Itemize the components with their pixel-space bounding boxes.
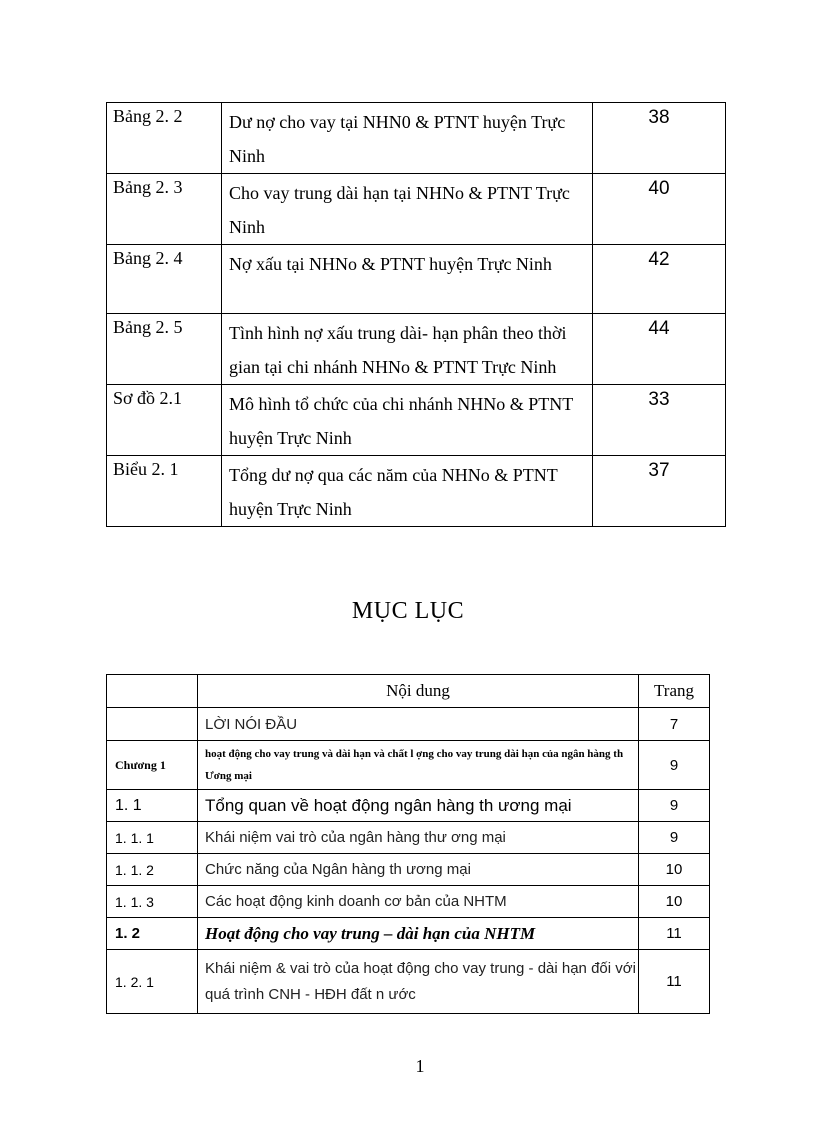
toc-key: 1. 1. 1: [107, 822, 198, 854]
table-row: [107, 314, 726, 385]
toc-title: LỜI NÓI ĐẦU: [198, 708, 639, 741]
figure-page: 38: [593, 103, 726, 174]
toc-header-title: Nội dung: [198, 675, 639, 708]
toc-title: Khái niệm vai trò của ngân hàng thư ơng mại: [198, 822, 639, 854]
table-row: [107, 822, 710, 854]
toc-page: 9: [639, 790, 710, 822]
table-row: [107, 950, 710, 1014]
toc-key: 1. 1. 3: [107, 886, 198, 918]
table-row: [107, 918, 710, 950]
table-row: [107, 886, 710, 918]
table-row: [107, 385, 726, 456]
table-row: [107, 790, 710, 822]
figure-page: 42: [593, 245, 726, 314]
toc-key: Chương 1: [107, 741, 198, 790]
figure-label: Sơ đồ 2.1: [107, 385, 222, 456]
table-row: [107, 174, 726, 245]
figure-title: Tổng dư nợ qua các năm của NHNo & PTNT huyện Trực Ninh: [222, 456, 593, 527]
toc-title: Khái niệm & vai trò của hoạt động cho vay trung - dài hạn đối với quá trình CNH - HĐH đất n ước: [198, 950, 639, 1014]
table-row: [107, 103, 726, 174]
toc-page: 11: [639, 950, 710, 1014]
figures-table: [106, 102, 726, 527]
toc-title: Hoạt động cho vay trung – dài hạn của NHTM: [198, 918, 639, 950]
toc-page: 10: [639, 886, 710, 918]
figure-page: 44: [593, 314, 726, 385]
toc-page: 9: [639, 822, 710, 854]
toc-key: [107, 708, 198, 741]
figure-title: Dư nợ cho vay tại NHN0 & PTNT huyện Trực Ninh: [222, 103, 593, 174]
toc-title: Chức năng của Ngân hàng th ương mại: [198, 854, 639, 886]
toc-header-key: [107, 675, 198, 708]
figure-label: Bảng 2. 5: [107, 314, 222, 385]
toc-page: 11: [639, 918, 710, 950]
figure-title: Tình hình nợ xấu trung dài- hạn phân theo thời gian tại chi nhánh NHNo & PTNT Trực Ninh: [222, 314, 593, 385]
toc-key: 1. 1: [107, 790, 198, 822]
figure-label: Bảng 2. 4: [107, 245, 222, 314]
toc-table: [106, 674, 710, 1014]
figure-label: Bảng 2. 2: [107, 103, 222, 174]
toc-header-row: [107, 675, 710, 708]
table-row: [107, 245, 726, 314]
figure-title: Nợ xấu tại NHNo & PTNT huyện Trực Ninh: [222, 245, 593, 314]
table-row: [107, 456, 726, 527]
figure-page: 37: [593, 456, 726, 527]
table-row: [107, 708, 710, 741]
toc-page: 10: [639, 854, 710, 886]
toc-key: 1. 1. 2: [107, 854, 198, 886]
figure-label: Biểu 2. 1: [107, 456, 222, 527]
toc-key: 1. 2: [107, 918, 198, 950]
toc-title: hoạt động cho vay trung và dài hạn và chất l ợng cho vay trung dài hạn của ngân hàng th Ương mại: [198, 741, 639, 790]
toc-heading: MỤC LỤC: [351, 598, 465, 624]
page-number: 1: [415, 1056, 425, 1076]
table-row: [107, 854, 710, 886]
toc-title: Các hoạt động kinh doanh cơ bản của NHTM: [198, 886, 639, 918]
figure-title: Cho vay trung dài hạn tại NHNo & PTNT Trực Ninh: [222, 174, 593, 245]
table-row: [107, 741, 710, 790]
toc-page: 9: [639, 741, 710, 790]
toc-title: Tổng quan về hoạt động ngân hàng th ương mại: [198, 790, 639, 822]
toc-key: 1. 2. 1: [107, 950, 198, 1014]
figure-label: Bảng 2. 3: [107, 174, 222, 245]
toc-page: 7: [639, 708, 710, 741]
figure-title: Mô hình tổ chức của chi nhánh NHNo & PTNT huyện Trực Ninh: [222, 385, 593, 456]
toc-header-page: Trang: [639, 675, 710, 708]
figure-page: 33: [593, 385, 726, 456]
figure-page: 40: [593, 174, 726, 245]
